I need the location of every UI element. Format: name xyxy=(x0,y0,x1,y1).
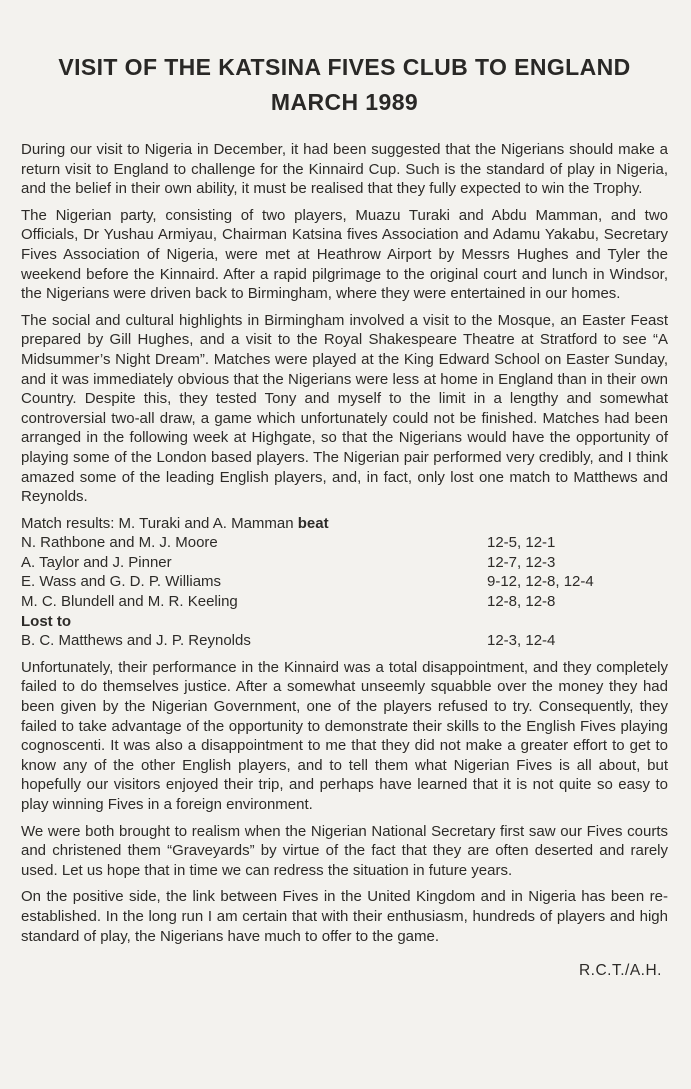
body-paragraph: During our visit to Nigeria in December, it had been suggested that the Nigerians should make a return visit to England to challenge for the Kinnaird Cup. Such is the standard of play in Nigeria, and the belief in their own ability, it must be realised that they fully expected to win the Trophy. xyxy=(21,141,668,198)
body-paragraph: We were both brought to realism when the Nigerian National Secretary first saw our Fives courts and christened them “Graveyards” by virtue of the fact that they are often deserted and rarely used. Let us hope that in time we can redress the situation in future years. xyxy=(21,822,668,879)
match-scores: 12-7, 12-3 xyxy=(487,553,556,571)
match-results xyxy=(21,514,668,651)
title-line-2: MARCH 1989 xyxy=(270,89,419,115)
match-scores: 12-8, 12-8 xyxy=(487,593,556,611)
match-results-heading xyxy=(21,514,668,534)
result-row xyxy=(21,572,668,592)
body-paragraph: The Nigerian party, consisting of two players, Muazu Turaki and Abdu Mamman, and two Officials, Dr Yushau Armiyau, Chairman Katsina fives Association and Adamu Yakabu, Secretary Fives Association of Nigeria, were met at Heathrow Airport by Messrs Hughes and Tyler the weekend before the Kinnaird. After a rapid pilgrimage to the original court and lunch in Windsor, the Nigerians were driven back to Birmingham, where they were entertained in our homes. xyxy=(21,206,668,303)
title-line-1: VISIT OF THE KATSINA FIVES CLUB TO ENGLAND xyxy=(58,54,631,80)
match-scores: 12-5, 12-1 xyxy=(487,534,556,552)
match-results-heading-text: Match results: M. Turaki and A. Mamman xyxy=(21,514,298,532)
document-body xyxy=(21,140,668,980)
signature-initials: R.C.T./A.H. xyxy=(578,962,662,980)
opponents-name: A. Taylor and J. Pinner xyxy=(21,553,172,571)
beat-keyword: beat xyxy=(297,514,329,532)
result-row xyxy=(21,533,668,553)
opponents-name: N. Rathbone and M. J. Moore xyxy=(21,534,218,552)
opponents-name: E. Wass and G. D. P. Williams xyxy=(21,573,222,591)
body-paragraph: Unfortunately, their performance in the Kinnaird was a total disappointment, and they completely failed to do themselves justice. After a somewhat unseemly squabble over the money they had been given by the Nigerian Government, one of the players refused to try. Consequently, they failed to take advantage of the opportunity to demonstrate their skills to the English Fives playing cognoscenti. It was also a disappointment to me that they did not make a greater effort to get to know any of the other English players, and to tell them what Nigerian Fives is all about, but hopefully our visitors enjoyed their trip, and perhaps have learned that it is not quite so easy to play winning Fives in a foreign environment. xyxy=(21,658,668,813)
page-title xyxy=(21,50,668,120)
body-paragraph: The social and cultural highlights in Birmingham involved a visit to the Mosque, an Easter Feast prepared by Gill Hughes, and a visit to the Royal Shakespeare Theatre at Stratford to see “A Midsummer’s Night Dream”. Matches were played at the King Edward School on Easter Sunday, and it was immediately obvious that the Nigerians were less at home in England than in their own Country. Despite this, they tested Tony and myself to the limit in a lengthy and somewhat controversial two-all draw, a game which unfortunately could not be finished. Matches had been arranged in the following week at Highgate, so that the Nigerians would have the opportunity of playing some of the London based players. The Nigerian pair performed very credibly, and I think amazed some of the leading English players, and, in fact, only lost one match to Matthews and Reynolds. xyxy=(21,311,668,506)
match-scores: 9-12, 12-8, 12-4 xyxy=(487,573,594,591)
body-paragraph: On the positive side, the link between Fives in the United Kingdom and in Nigeria has been re-established. In the long run I am certain that with their enthusiasm, hundreds of players and high standard of play, the Nigerians have much to offer to the game. xyxy=(21,888,668,945)
result-row xyxy=(21,553,668,573)
lost-to-label: Lost to xyxy=(21,612,71,630)
opponents-name: B. C. Matthews and J. P. Reynolds xyxy=(21,632,251,650)
result-row xyxy=(21,631,668,651)
match-scores: 12-3, 12-4 xyxy=(487,632,556,650)
result-row xyxy=(21,592,668,612)
opponents-name: M. C. Blundell and M. R. Keeling xyxy=(21,593,238,611)
